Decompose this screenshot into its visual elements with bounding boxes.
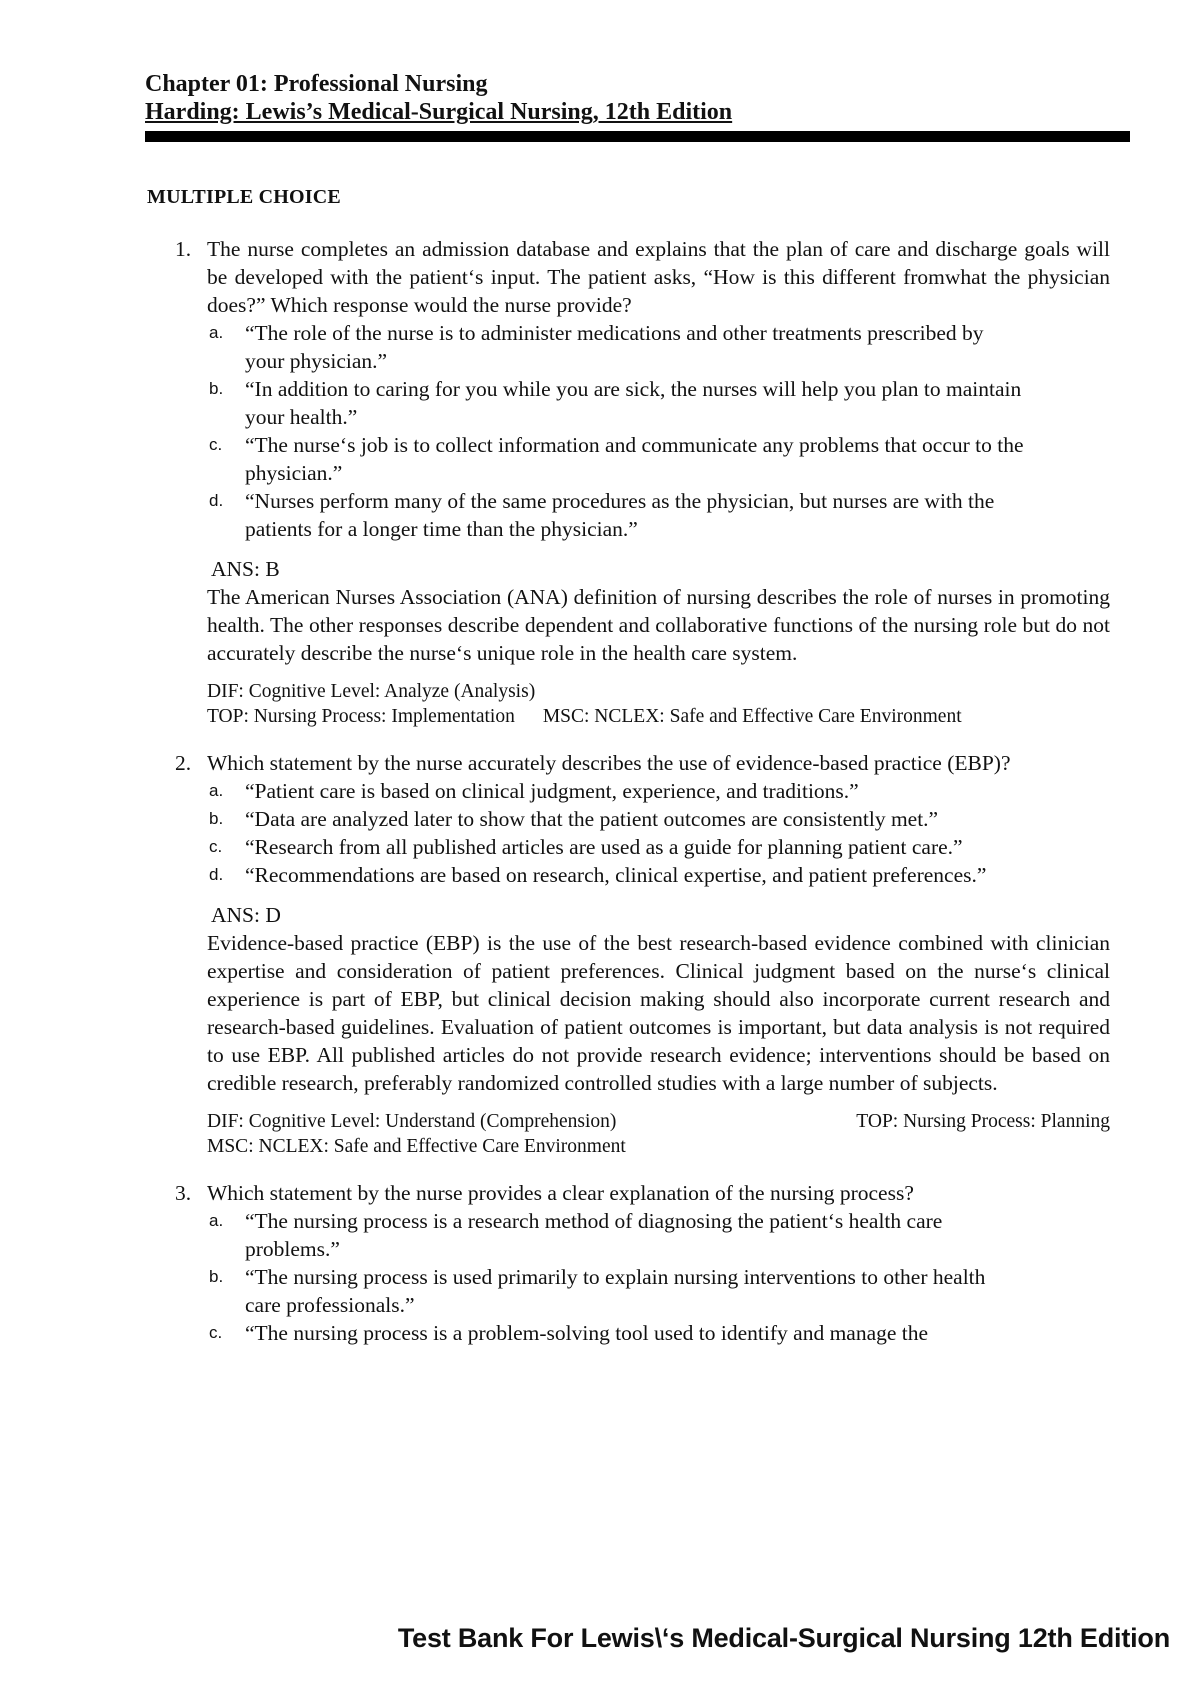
msc-category: MSC: NCLEX: Safe and Effective Care Environment (542, 706, 962, 727)
question-stem: Which statement by the nurse provides a clear explanation of the nursing process? (207, 1181, 914, 1205)
option-letter: b. (209, 809, 224, 828)
answer-block (207, 901, 1110, 1097)
topic: TOP: Nursing Process: Planning (856, 1111, 1110, 1132)
option-c (207, 431, 1025, 487)
option-d (207, 861, 1025, 889)
option-text: “The nurse‘s job is to collect information and communicate any problems that occur to the physician.” (245, 433, 1024, 485)
option-a (207, 777, 1025, 805)
question-number: 3. (175, 1181, 192, 1205)
option-d (207, 487, 1025, 543)
option-text: “Research from all published articles are used as a guide for planning patient care.” (245, 835, 963, 859)
option-letter: a. (209, 1211, 224, 1230)
question-stem: The nurse completes an admission database and explains that the plan of care and discharge goals will be developed with the patient‘s input. The patient asks, “How is this different fromwhat the physician does?” Which response would the nurse provide? (207, 237, 1110, 317)
options-list (207, 777, 1110, 889)
section-heading: MULTIPLE CHOICE (147, 186, 341, 208)
option-letter: b. (209, 1267, 224, 1286)
options-list (207, 319, 1110, 543)
footer-banner: Test Bank For Lewis\‘s Medical-Surgical Nursing 12th Edition (397, 1623, 1170, 1653)
option-c (207, 833, 1025, 861)
chapter-title: Chapter 01: Professional Nursing (145, 71, 488, 97)
question-metadata (207, 679, 1110, 729)
questions-container (175, 235, 1110, 1347)
question-metadata (207, 1109, 1110, 1159)
meta-row-1 (207, 1109, 1110, 1134)
question-number: 1. (175, 237, 192, 261)
topic: TOP: Nursing Process: Implementation (207, 706, 515, 727)
option-text: “Recommendations are based on research, clinical expertise, and patient preferences.” (245, 863, 987, 887)
option-a (207, 319, 1025, 375)
options-list (207, 1207, 1110, 1347)
difficulty-level: DIF: Cognitive Level: Understand (Comprehension) (207, 1111, 617, 1132)
option-a (207, 1207, 1025, 1263)
question-1 (175, 235, 1110, 729)
header-rule (145, 131, 1130, 142)
option-text: “The nursing process is a problem-solving tool used to identify and manage the (245, 1321, 929, 1345)
meta-row-2 (207, 1134, 1110, 1159)
question-3 (175, 1179, 1110, 1347)
msc-category: MSC: NCLEX: Safe and Effective Care Environment (207, 1136, 626, 1157)
book-title (145, 98, 1130, 126)
option-text: “Nurses perform many of the same procedures as the physician, but nurses are with the patients for a longer time than the physician.” (245, 489, 995, 541)
option-text: “Patient care is based on clinical judgment, experience, and traditions.” (245, 779, 859, 803)
option-letter: a. (209, 781, 224, 800)
option-c (207, 1319, 1025, 1347)
option-b (207, 805, 1025, 833)
option-letter: c. (209, 435, 223, 454)
option-text: “The nursing process is used primarily to explain nursing interventions to other health care professionals.” (245, 1265, 986, 1317)
question-stem: Which statement by the nurse accurately describes the use of evidence-based practice (EBP)? (207, 751, 1011, 775)
book-title-text: Harding: Lewis’s Medical-Surgical Nursing, 12th Edition (145, 99, 733, 125)
meta-row-2 (207, 704, 1110, 729)
option-b (207, 1263, 1025, 1319)
answer-rationale: Evidence-based practice (EBP) is the use of the best research-based evidence combined with clinician expertise and consideration of patient preferences. Clinical judgment based on the nurse‘s clinical experience is part of EBP, but clinical decision making should also incorporate current research and research-based guidelines. Evaluation of patient outcomes is important, but data analysis is not required to use EBP. All published articles do not provide research evidence; interventions should be based on credible research, preferably randomized controlled studies with a large number of subjects. (207, 931, 1110, 1095)
option-letter: a. (209, 323, 224, 342)
option-letter: d. (209, 865, 224, 884)
option-text: “In addition to caring for you while you are sick, the nurses will help you plan to maintain your health.” (245, 377, 1022, 429)
option-text: “Data are analyzed later to show that the patient outcomes are consistently met.” (245, 807, 939, 831)
document-header (145, 70, 1130, 126)
option-b (207, 375, 1025, 431)
answer-key: ANS: D (211, 903, 281, 927)
question-2 (175, 749, 1110, 1159)
option-letter: c. (209, 1323, 223, 1342)
question-number: 2. (175, 751, 192, 775)
answer-key: ANS: B (211, 557, 280, 581)
option-letter: d. (209, 491, 224, 510)
answer-rationale: The American Nurses Association (ANA) definition of nursing describes the role of nurses in promoting health. The other responses describe dependent and collaborative functions of the nursing role but do not accurately describe the nurse‘s unique role in the health care system. (207, 585, 1110, 665)
difficulty-level: DIF: Cognitive Level: Analyze (Analysis) (207, 681, 536, 702)
option-letter: c. (209, 837, 223, 856)
option-text: “The nursing process is a research method of diagnosing the patient‘s health care problems.” (245, 1209, 943, 1261)
option-text: “The role of the nurse is to administer medications and other treatments prescribed by your physician.” (245, 321, 984, 373)
meta-row-1 (207, 679, 1110, 704)
answer-block (207, 555, 1110, 667)
option-letter: b. (209, 379, 224, 398)
